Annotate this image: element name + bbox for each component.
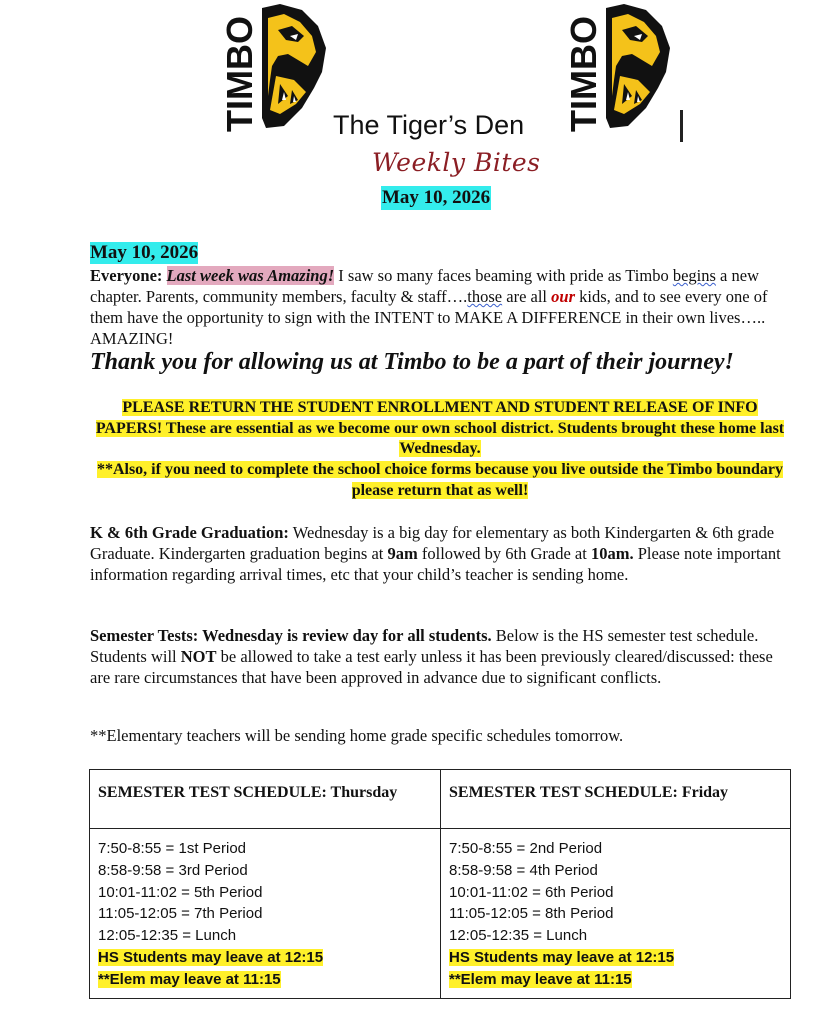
thursday-heading: SEMESTER TEST SCHEDULE: Thursday [98,784,398,801]
intro-text-1: I saw so many faces beaming with pride as Timbo [334,266,673,285]
thursday-schedule-list [98,838,323,991]
enrollment-notice [90,398,790,502]
tiger-logo-icon [262,4,326,128]
logo-word: TIMBO [563,16,604,132]
graduation-text-3: Please note important information regarding arrival times, etc that your child’s teacher is sending home. [90,544,781,584]
list-item: 10:01-11:02 = 5th Period [98,883,263,901]
friday-hs-note: HS Students may leave at 12:15 [449,948,675,966]
intro-begins: begins [672,266,716,285]
list-item: 8:58-9:58 = 3rd Period [98,861,248,879]
table-divider-horizontal [90,828,790,829]
semester-not: NOT [180,647,217,666]
semester-text-1: Below is the HS semester test schedule. Students will [90,626,759,666]
semester-paragraph [90,625,790,688]
list-item: 11:05-12:05 = 7th Period [98,905,263,923]
thursday-hs-note: HS Students may leave at 12:15 [98,948,324,966]
list-item: 12:05-12:35 = Lunch [98,927,237,945]
list-item: 12:05-12:35 = Lunch [449,927,588,945]
list-item: 7:50-8:55 = 1st Period [98,840,247,857]
semester-label: Semester Tests: Wednesday is review day for all students. [90,626,492,645]
kinder-time: 9am [387,544,418,563]
intro-our: our [551,287,575,306]
intro-text-4: kids, and to see every one of them have the opportunity to sign with the INTENT to MAKE A DIFFERENCE in their own lives….. AMAZING! [90,287,768,348]
list-item: 11:05-12:05 = 8th Period [449,905,614,923]
list-item: 8:58-9:58 = 4th Period [449,861,598,879]
graduation-label: K & 6th Grade Graduation: [90,523,289,542]
graduation-text-1: Wednesday is a big day for elementary as both Kindergarten & 6th grade Graduate. Kindergarten graduation begins at [90,523,775,563]
graduation-paragraph [90,522,790,585]
tiger-logo-icon [606,4,670,128]
header-date: May 10, 2026 [382,187,491,208]
newsletter-subtitle: Weekly Bites [372,148,541,177]
semester-schedule-table [89,769,791,999]
notice-line-1: PLEASE RETURN THE STUDENT ENROLLMENT AND STUDENT RELEASE OF INFO PAPERS! These are essential as we become our own school district. Students brought these home last Wednesday. [95,399,785,458]
intro-label: Everyone: [90,266,163,285]
thank-you-heading: Thank you for allowing us at Timbo to be a part of their journey! [90,349,734,375]
table-divider-vertical [440,770,441,998]
timbo-tiger-logo-right [562,0,674,138]
sixth-grade-time: 10am. [590,544,634,563]
list-item: 7:50-8:55 = 2nd Period [449,840,603,857]
intro-those: those [467,287,503,306]
intro-text-3: are all [502,287,552,306]
timbo-tiger-logo-left [218,0,330,138]
friday-elem-note: **Elem may leave at 11:15 [449,970,632,988]
friday-schedule-list [449,838,674,991]
elementary-note: **Elementary teachers will be sending home grade specific schedules tomorrow. [90,726,624,745]
logo-word: TIMBO [219,16,260,132]
text-cursor [680,110,683,142]
section-date: May 10, 2026 [90,242,199,263]
semester-text-2: be allowed to take a test early unless it has been previously cleared/discussed: these are rare circumstances that have been approved in advance due to significant conflicts. [90,647,773,687]
intro-highlight: Last week was Amazing! [166,266,335,285]
list-item: 10:01-11:02 = 6th Period [449,883,614,901]
friday-heading: SEMESTER TEST SCHEDULE: Friday [449,784,729,801]
graduation-text-2: followed by 6th Grade at [417,544,591,563]
intro-paragraph [90,265,790,349]
thursday-elem-note: **Elem may leave at 11:15 [98,970,281,988]
intro-text-2: a new chapter. Parents, community members, faculty & staff…. [90,266,759,306]
newsletter-title: The Tiger’s Den [333,110,525,140]
notice-line-2: **Also, if you need to complete the school choice forms because you live outside the Timbo boundary please return that as well! [96,461,784,499]
